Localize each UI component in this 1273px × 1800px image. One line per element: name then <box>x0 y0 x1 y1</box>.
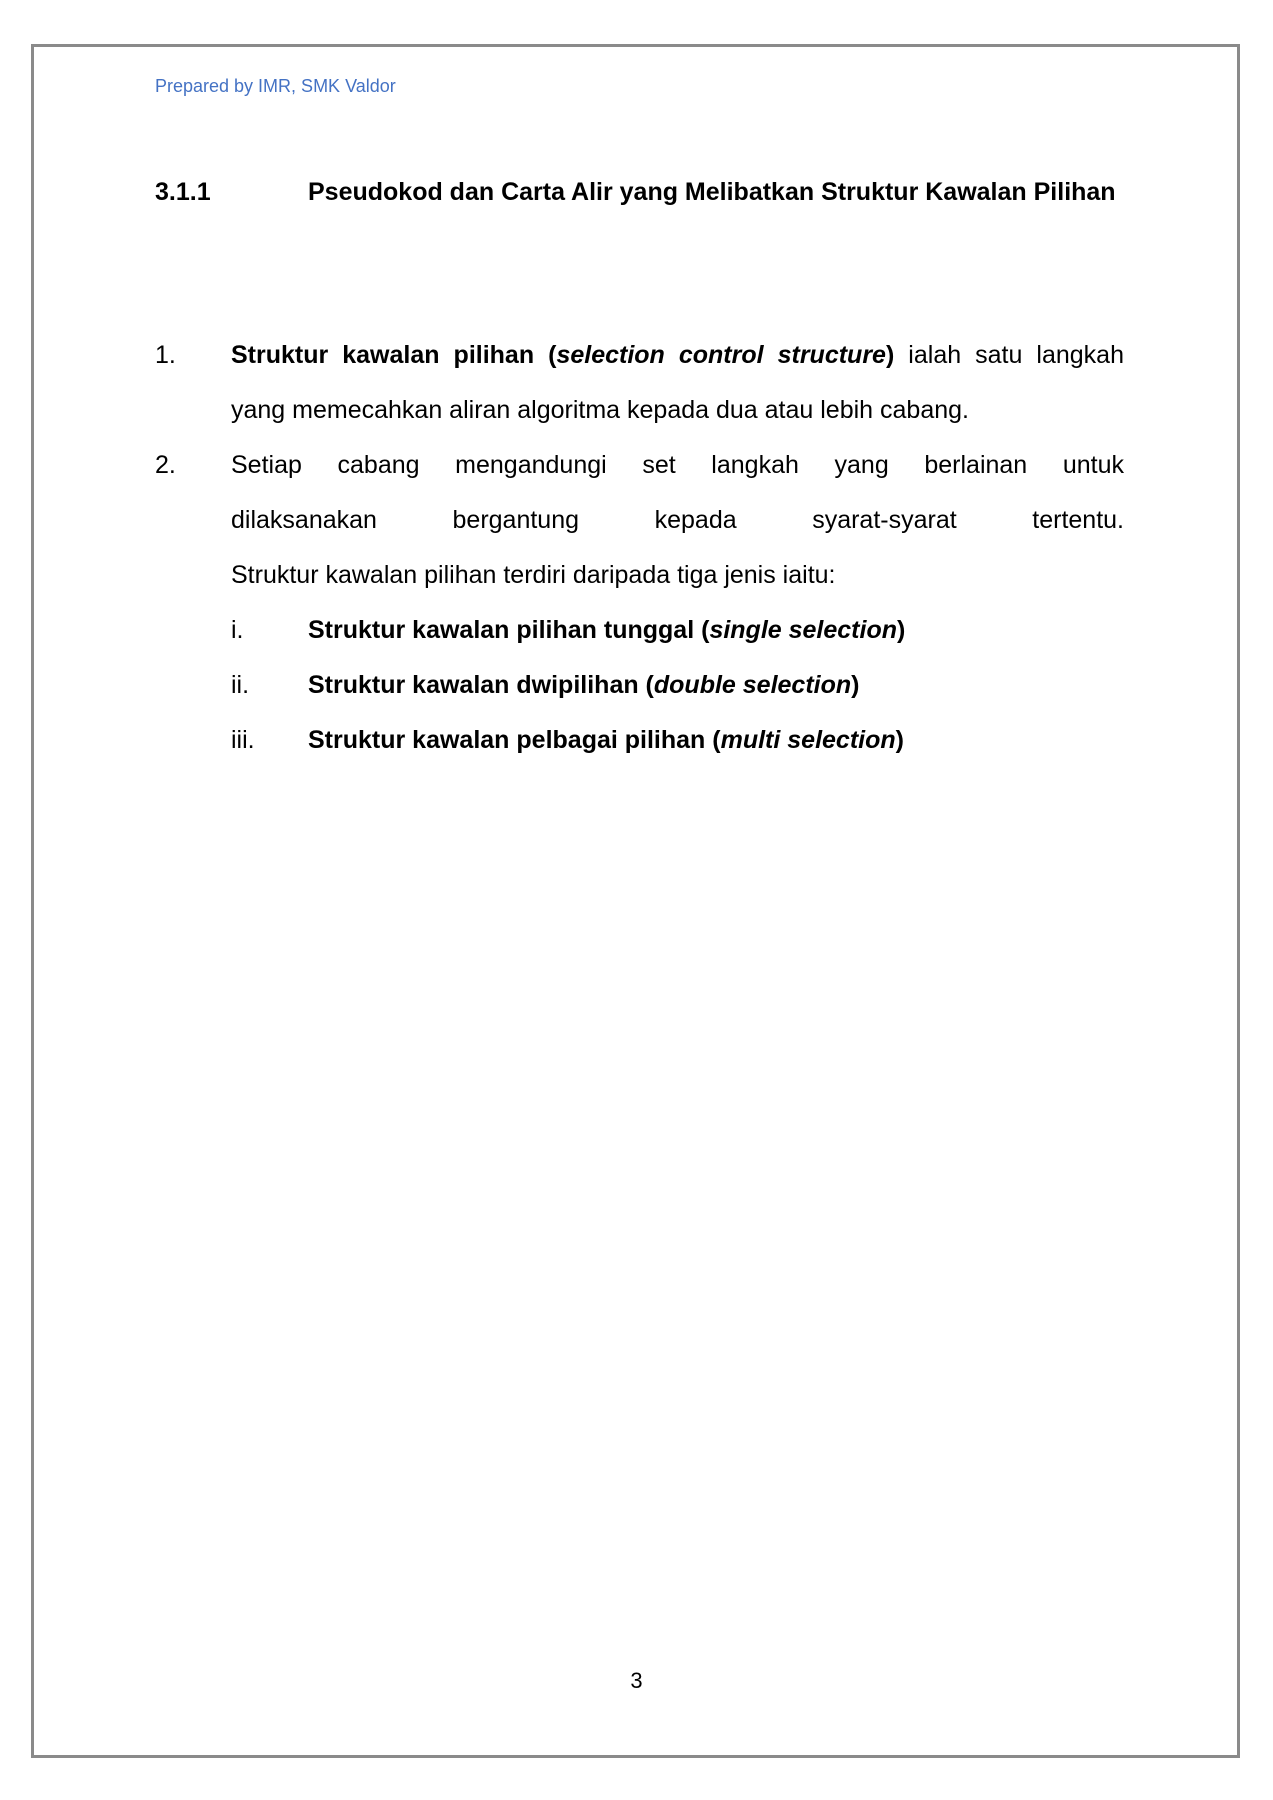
item-text: ialah satu langkah yang memecahkan aliran algoritma kepada dua atau lebih cabang. <box>231 341 1124 424</box>
sub-item-label <box>308 726 904 754</box>
item-line-2: dilaksanakan bergantung kepada syarat-syarat tertentu. <box>231 506 1124 534</box>
label-italic: multi selection <box>720 726 896 754</box>
page-border <box>31 44 1240 1758</box>
label-italic: double selection <box>653 671 852 699</box>
bold-close: ) <box>885 341 895 369</box>
list-item-body <box>231 438 1124 768</box>
sub-item-ii <box>231 658 1124 713</box>
bold-lead: Struktur kawalan pilihan ( <box>231 341 557 369</box>
roman-sub-list <box>231 603 1124 768</box>
label-start: Struktur kawalan pilihan tunggal ( <box>308 616 710 644</box>
label-end: ) <box>897 616 906 644</box>
numbered-list <box>155 328 1124 768</box>
sub-marker: iii. <box>231 726 255 754</box>
italic-term: selection control structure <box>556 341 886 369</box>
list-item-1 <box>155 328 1124 438</box>
page-header: Prepared by IMR, SMK Valdor <box>155 76 396 96</box>
sub-item-iii <box>231 713 1124 768</box>
sub-marker: i. <box>231 616 244 644</box>
section-title: Pseudokod dan Carta Alir yang Melibatkan Struktur Kawalan Pilihan <box>308 178 1116 206</box>
label-start: Struktur kawalan pelbagai pilihan ( <box>308 726 721 754</box>
section-number: 3.1.1 <box>155 178 211 206</box>
label-start: Struktur kawalan dwipilihan ( <box>308 671 654 699</box>
sub-marker: ii. <box>231 671 250 699</box>
page-number: 3 <box>630 1668 643 1693</box>
label-end: ) <box>895 726 904 754</box>
list-item-2 <box>155 438 1124 768</box>
sub-item-label <box>308 616 905 644</box>
label-italic: single selection <box>709 616 897 644</box>
list-item-body <box>231 328 1124 438</box>
item-line-3: Struktur kawalan pilihan terdiri daripada tiga jenis iaitu: <box>231 561 836 589</box>
item-line-1: Setiap cabang mengandungi set langkah yang berlainan untuk <box>231 451 1124 479</box>
list-marker: 2. <box>155 451 176 479</box>
label-end: ) <box>851 671 860 699</box>
sub-item-label <box>308 671 859 699</box>
section-heading <box>155 165 1124 220</box>
list-marker: 1. <box>155 341 176 369</box>
sub-item-i <box>231 603 1124 658</box>
